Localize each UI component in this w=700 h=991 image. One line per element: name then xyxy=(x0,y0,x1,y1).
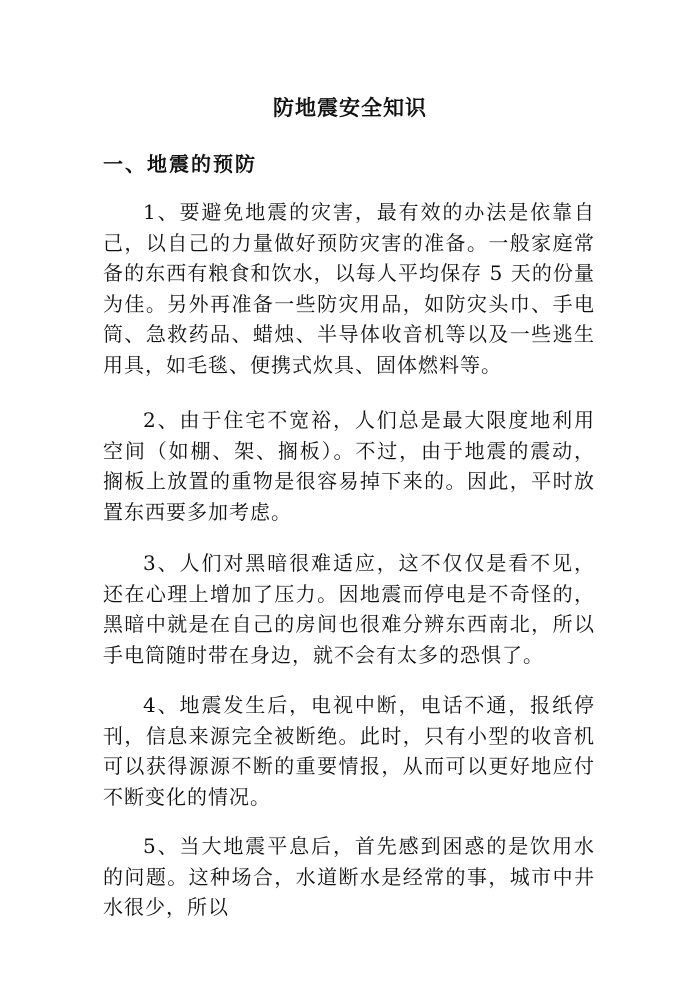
paragraph-5: 5、当大地震平息后，首先感到困惑的是饮用水的问题。这种场合，水道断水是经常的事，城市中井水很少，所以 xyxy=(103,834,595,919)
paragraph-3: 3、人们对黑暗很难适应，这不仅仅是看不见，还在心理上增加了压力。因地震而停电是不奇怪的，黑暗中就是在自己的房间也很难分辨东西南北，所以手电筒随时带在身边，就不会有太多的恐惧了。 xyxy=(103,551,595,667)
section-heading: 一、地震的预防 xyxy=(103,152,257,176)
paragraph-4: 4、地震发生后，电视中断，电话不通，报纸停刊，信息来源完全被断绝。此时，只有小型的收音机可以获得源源不断的重要情报，从而可以更好地应付不断变化的情况。 xyxy=(103,693,595,809)
paragraph-1: 1、要避免地震的灾害，最有效的办法是依靠自己，以自己的力量做好预防灾害的准备。一般家庭常备的东西有粮食和饮水，以每人平均保存 5 天的份量为佳。另外再准备一些防灾用品，如防灾头巾、手电筒、急救药品、蜡烛、半导体收音机等以及一些逃生用具，如毛毯、便携式炊具、固体燃料等。 xyxy=(103,200,595,377)
paragraph-2: 2、由于住宅不宽裕，人们总是最大限度地利用空间（如棚、架、搁板）。不过，由于地震的震动，搁板上放置的重物是很容易掉下来的。因此，平时放置东西要多加考虑。 xyxy=(103,408,595,524)
document-title: 防地震安全知识 xyxy=(273,95,427,120)
